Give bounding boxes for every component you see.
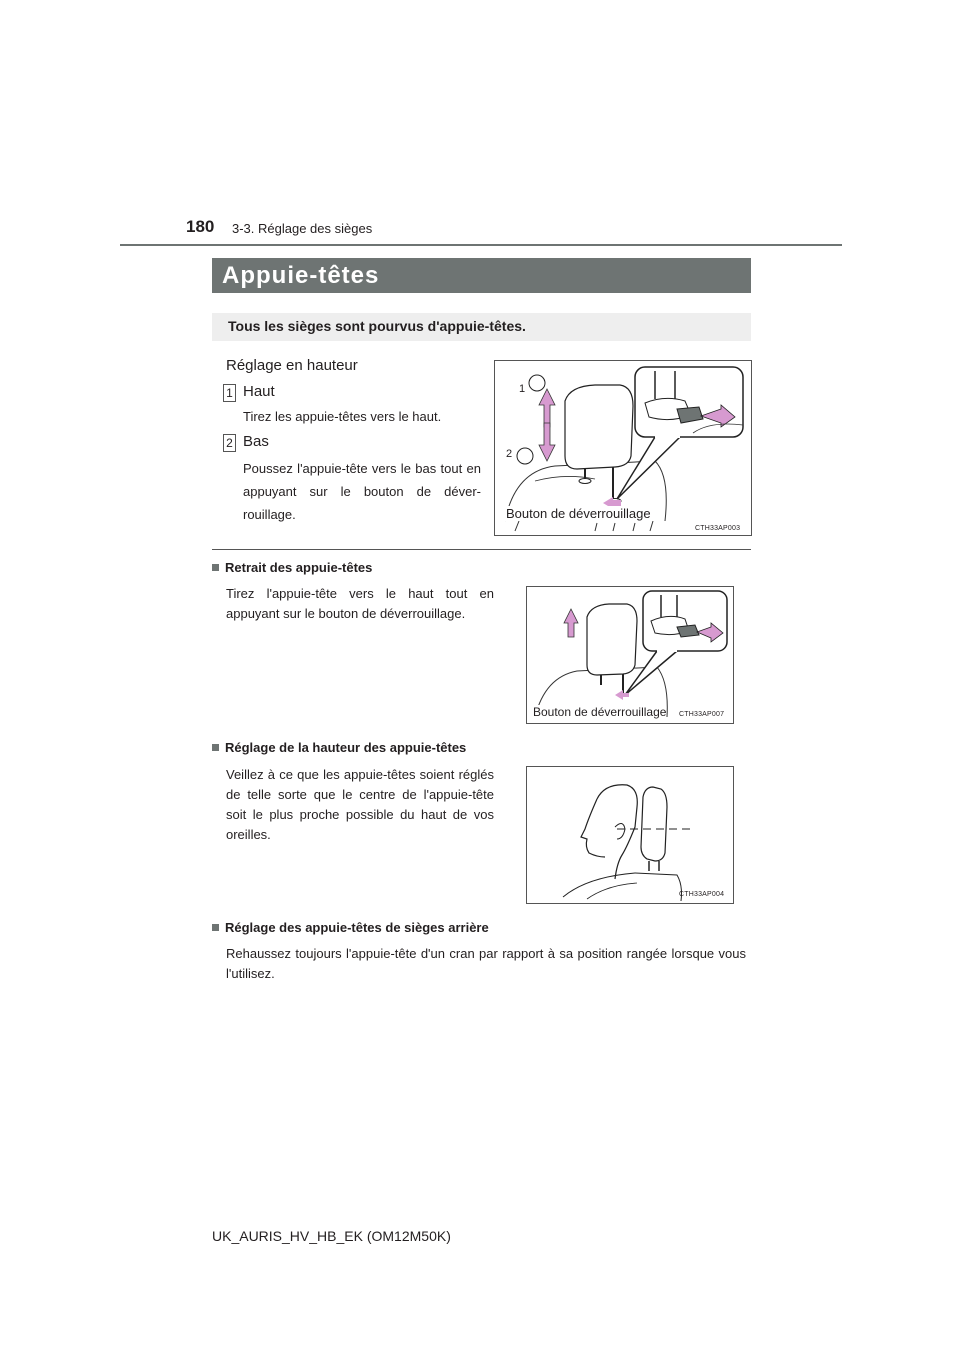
step-number-2: 2 [223, 434, 236, 452]
bullet-square-icon [212, 564, 219, 571]
document-footer: UK_AURIS_HV_HB_EK (OM12M50K) [212, 1228, 451, 1244]
headrest-removal-illustration [527, 587, 733, 723]
figure-code-3: CTH33AP004 [679, 891, 725, 898]
page-number: 180 [186, 217, 215, 236]
step-text-down: Poussez l'appuie-tête vers le bas tout en appuyant sur le bouton de déver-rouillage. [243, 461, 481, 522]
rear-heading [212, 920, 489, 935]
figure-code-2: CTH33AP007 [679, 711, 725, 718]
rear-text: Rehaussez toujours l'appuie-tête d'un cran par rapport à sa position rangée lorsque vous l'utilisez. [226, 946, 746, 981]
header-rule [120, 244, 842, 246]
step-title-down: Bas [243, 433, 269, 450]
height-adjust-heading: Réglage en hauteur [226, 357, 358, 374]
figure-removal [526, 586, 734, 724]
intro-bar [212, 313, 751, 341]
figure-height-setting [526, 766, 734, 904]
step-title-up: Haut [243, 383, 275, 400]
step-number-1: 1 [223, 384, 236, 402]
rear-heading-text: Réglage des appuie-têtes de sièges arrière [225, 920, 489, 935]
height-setting-text: Veillez à ce que les appuie-têtes soient réglés de telle sorte que le centre de l'appuie-tête soit le plus proche possible du haut de vos oreilles. [226, 767, 494, 842]
height-setting-heading [212, 740, 466, 755]
title-bar [212, 258, 751, 293]
marker-2: 2 [506, 448, 513, 460]
release-button-label-2: Bouton de déverrouillage [533, 705, 667, 719]
removal-heading-text: Retrait des appuie-têtes [225, 560, 373, 575]
intro-text: Tous les sièges sont pourvus d'appuie-têtes. [228, 318, 526, 334]
bullet-square-icon [212, 924, 219, 931]
height-setting-heading-text: Réglage de la hauteur des appuie-têtes [225, 740, 467, 755]
bullet-square-icon [212, 744, 219, 751]
figure-code: CTH33AP003 [695, 525, 741, 532]
step-text-up: Tirez les appuie-têtes vers le haut. [243, 409, 442, 424]
section-label: 3-3. Réglage des sièges [232, 221, 373, 236]
marker-1: 1 [519, 383, 526, 395]
page-title: Appuie-têtes [222, 262, 380, 289]
section-divider [212, 549, 751, 550]
figure-height-adjust [494, 360, 752, 536]
release-button-label: Bouton de déverrouillage [506, 506, 651, 521]
removal-heading [212, 560, 372, 575]
removal-text: Tirez l'appuie-tête vers le haut tout en appuyant sur le bouton de déverrouillage. [226, 586, 494, 621]
head-position-illustration [527, 767, 733, 903]
